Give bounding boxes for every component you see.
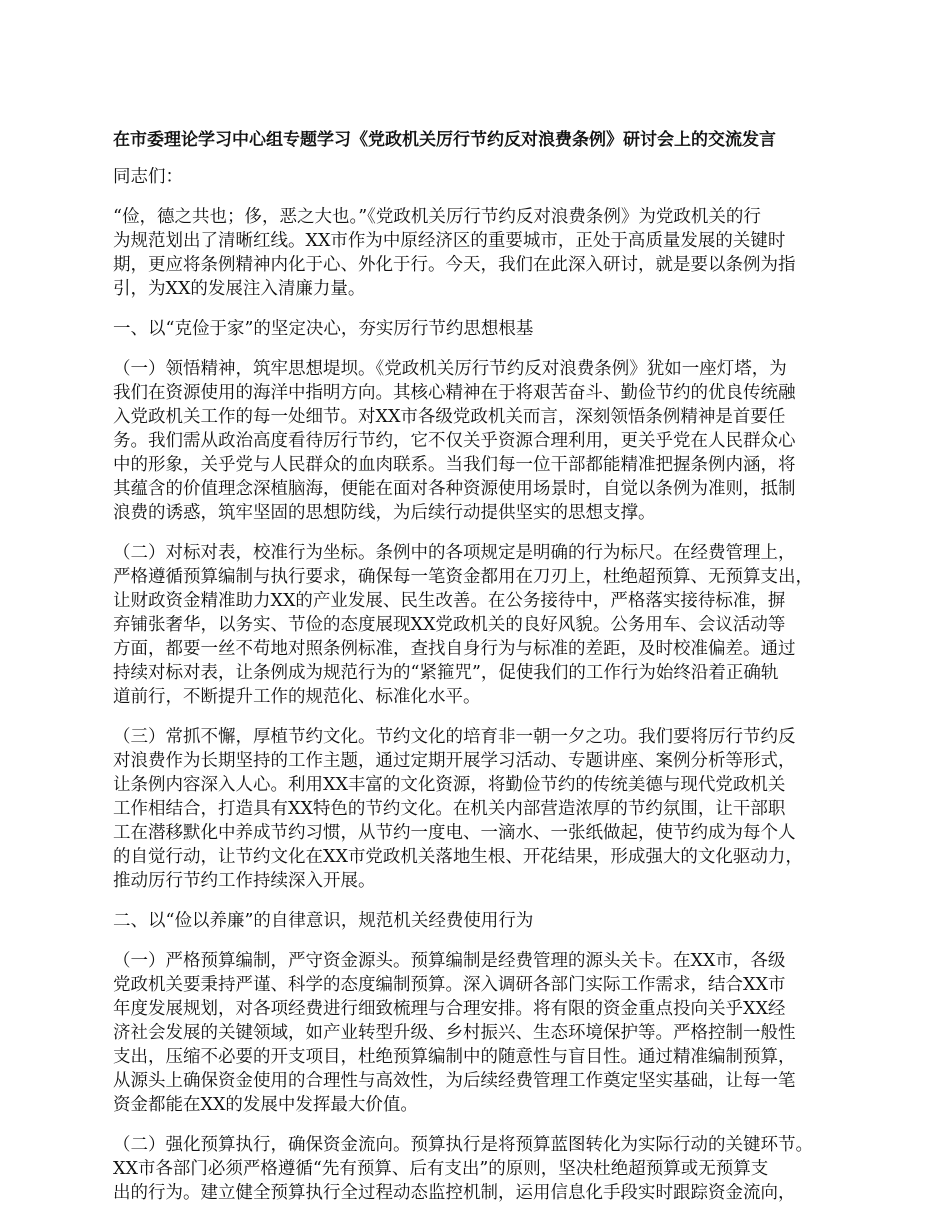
document-body: [113, 165, 853, 1205]
text-line: 持续对标对表，让条例成为规范行为的“紧箍咒”，促使我们的工作行为始终沿着正确轨: [113, 663, 779, 683]
text-line: “俭，德之共也；侈，恶之大也。”《党政机关厉行节约反对浪费条例》为党政机关的行: [113, 207, 761, 227]
text-line: 让条例内容深入人心。利用XX丰富的文化资源，将勤俭节约的传统美德与现代党政机关: [113, 775, 786, 795]
text-line: （一）领悟精神，筑牢思想堤坝。《党政机关厉行节约反对浪费条例》犹如一座灯塔，为: [113, 359, 787, 379]
text-line: 支出，压缩不必要的开支项目，杜绝预算编制中的随意性与盲目性。通过精准编制预算，: [113, 1047, 796, 1067]
text-line: XX市各部门必须严格遵循“先有预算、后有支出”的原则，坚决杜绝超预算或无预算支: [113, 1159, 769, 1179]
text-line: 二、以“俭以养廉”的自律意识，规范机关经费使用行为: [113, 911, 534, 931]
text-line: 其蕴含的价值理念深植脑海，便能在面对各种资源使用场景时，自觉以条例为准则，抵制: [113, 479, 796, 499]
document-title: 在市委理论学习中心组专题学习《党政机关厉行节约反对浪费条例》研讨会上的交流发言: [113, 130, 776, 150]
text-line: 浪费的诱惑，筑牢坚固的思想防线，为后续行动提供坚实的思想支撑。: [113, 503, 656, 523]
text-line: （二）强化预算执行，确保资金流向。预算执行是将预算蓝图转化为实际行动的关键环节。: [113, 1135, 813, 1155]
text-line: 入党政机关工作的每一处细节。对XX市各级党政机关而言，深刻领悟条例精神是首要任: [113, 407, 786, 427]
text-line: 党政机关要秉持严谨、科学的态度编制预算。深入调研各部门实际工作需求，结合XX市: [113, 975, 786, 995]
body-paragraph: [113, 949, 853, 1117]
text-line: 同志们：: [113, 167, 183, 187]
text-line: 让财政资金精准助力XX的产业发展、民生改善。在公务接待中，严格落实接待标准，摒: [113, 591, 786, 611]
intro-paragraph: [113, 205, 853, 301]
text-line: （二）对标对表，校准行为坐标。条例中的各项规定是明确的行为标尺。在经费管理上，: [113, 543, 796, 563]
text-line: 出的行为。建立健全预算执行全过程动态监控机制，运用信息化手段实时跟踪资金流向，: [113, 1183, 796, 1203]
salutation: [113, 165, 853, 189]
text-line: 济社会发展的关键领域，如产业转型升级、乡村振兴、生态环境保护等。严格控制一般性: [113, 1023, 796, 1043]
body-paragraph: [113, 725, 853, 893]
text-line: 严格遵循预算编制与执行要求，确保每一笔资金都用在刀刃上，杜绝超预算、无预算支出，: [113, 567, 813, 587]
text-line: 方面，都要一丝不苟地对照条例标准，查找自身行为与标准的差距，及时校准偏差。通过: [113, 639, 796, 659]
body-paragraph: [113, 541, 853, 709]
text-line: （一）严格预算编制，严守资金源头。预算编制是经费管理的源头关卡。在XX市，各级: [113, 951, 786, 971]
section-heading: [113, 909, 853, 933]
text-line: 弃铺张奢华，以务实、节俭的态度展现XX党政机关的良好风貌。公务用车、会议活动等: [113, 615, 786, 635]
section-heading: [113, 317, 853, 341]
text-line: 对浪费作为长期坚持的工作主题，通过定期开展学习活动、专题讲座、案例分析等形式，: [113, 751, 796, 771]
text-line: 工作相结合，打造具有XX特色的节约文化。在机关内部营造浓厚的节约氛围，让干部职: [113, 799, 786, 819]
text-line: 推动厉行节约工作持续深入开展。: [113, 871, 376, 891]
text-line: 年度发展规划，对各项经费进行细致梳理与合理安排。将有限的资金重点投向关乎XX经: [113, 999, 786, 1019]
text-line: 工在潜移默化中养成节约习惯，从节约一度电、一滴水、一张纸做起，使节约成为每个人: [113, 823, 796, 843]
text-line: 一、以“克俭于家”的坚定决心，夯实厉行节约思想根基: [113, 319, 534, 339]
text-line: 期，更应将条例精神内化于心、外化于行。今天，我们在此深入研讨，就是要以条例为指: [113, 255, 796, 275]
text-line: 我们在资源使用的海洋中指明方向。其核心精神在于将艰苦奋斗、勤俭节约的优良传统融: [113, 383, 796, 403]
text-line: 引，为XX的发展注入清廉力量。: [113, 279, 366, 299]
text-line: 资金都能在XX的发展中发挥最大价值。: [113, 1095, 418, 1115]
text-line: （三）常抓不懈，厚植节约文化。节约文化的培育非一朝一夕之功。我们要将厉行节约反: [113, 727, 796, 747]
text-line: 为规范划出了清晰红线。XX市作为中原经济区的重要城市，正处于高质量发展的关键时: [113, 231, 786, 251]
text-line: 的自觉行动，让节约文化在XX市党政机关落地生根、开花结果，形成强大的文化驱动力，: [113, 847, 803, 867]
text-line: 中的形象，关乎党与人民群众的血肉联系。当我们每一位干部都能精准把握条例内涵，将: [113, 455, 796, 475]
text-line: 从源头上确保资金使用的合理性与高效性，为后续经费管理工作奠定坚实基础，让每一笔: [113, 1071, 796, 1091]
text-line: 道前行，不断提升工作的规范化、标准化水平。: [113, 687, 481, 707]
body-paragraph: [113, 1133, 853, 1205]
body-paragraph: [113, 357, 853, 525]
text-line: 务。我们需从政治高度看待厉行节约，它不仅关乎资源合理利用，更关乎党在人民群众心: [113, 431, 796, 451]
document-page: [113, 128, 853, 1221]
